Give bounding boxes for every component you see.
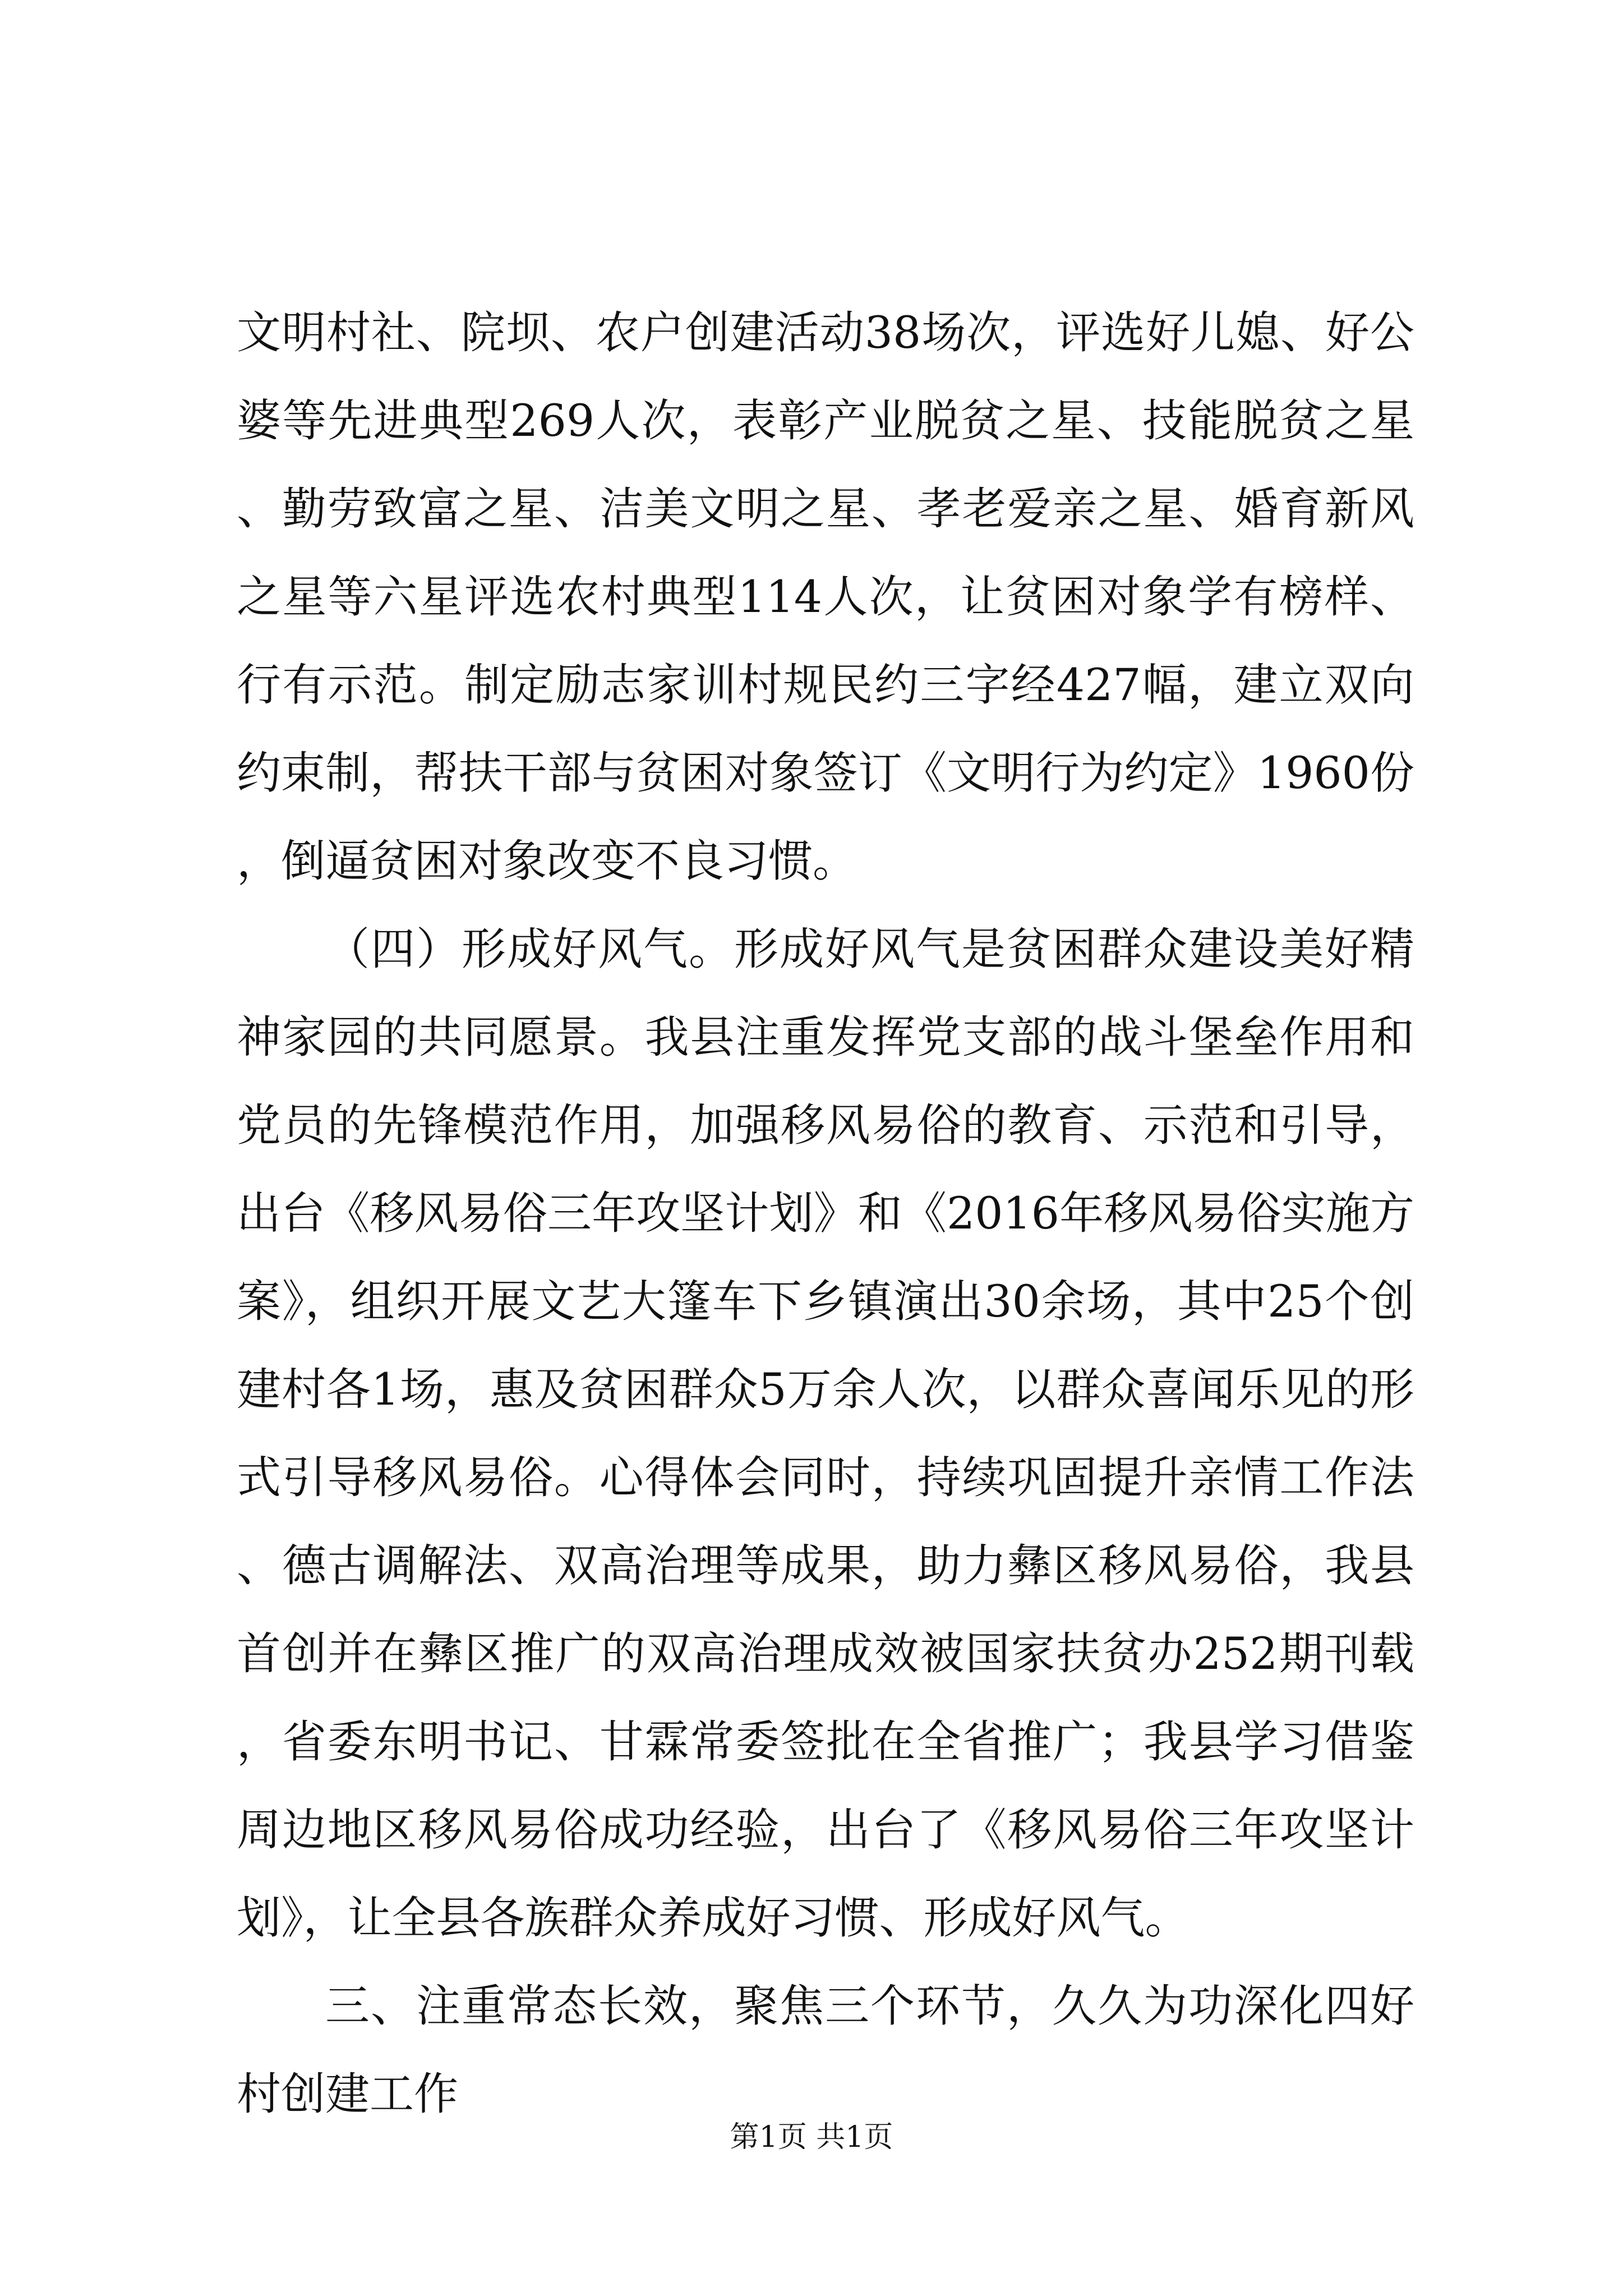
section-heading-three: 三、注重常态长效，聚焦三个环节，久久为功深化四好村创建工作	[237, 1980, 1414, 2120]
paragraph-good-customs: （四）形成好风气。形成好风气是贫困群众建设美好精神家园的共同愿景。我县注重发挥党支部的战斗堡垒作用和党员的先锋模范作用，加强移风易俗的教育、示范和引导，出台《移风易俗三年攻坚计划》和《2016年移风易俗实施方案》，组织开展文艺大篷车下乡镇演出30余场，其中25个创建村各1场，惠及贫困群众5万余人次，以群众喜闻乐见的形式引导移风易俗。心得体会同时，持续巩固提升亲情工作法、德古调解法、双高治理等成果，助力彝区移风易俗，我县首创并在彝区推广的双高治理成效被国家扶贫办252期刊载，省委东明书记、甘霖常委签批在全省推广；我县学习借鉴周边地区移风易俗成功经验，出台了《移风易俗三年攻坚计划》，让全县各族群众养成好习惯、形成好风气。	[237, 923, 1414, 1944]
paragraph-civilized-village-activities: 文明村社、院坝、农户创建活动38场次，评选好儿媳、好公婆等先进典型269人次，表彰产业脱贫之星、技能脱贫之星、勤劳致富之星、洁美文明之星、孝老爱亲之星、婚育新风之星等六星评选农村典型114人次，让贫困对象学有榜样、行有示范。制定励志家训村规民约三字经427幅，建立双向约束制，帮扶干部与贫困对象签订《文明行为约定》1960份，倒逼贫困对象改变不良习惯。	[237, 307, 1414, 887]
document-body	[237, 289, 1414, 2138]
page-footer: 第1页 共1页	[730, 2120, 893, 2154]
